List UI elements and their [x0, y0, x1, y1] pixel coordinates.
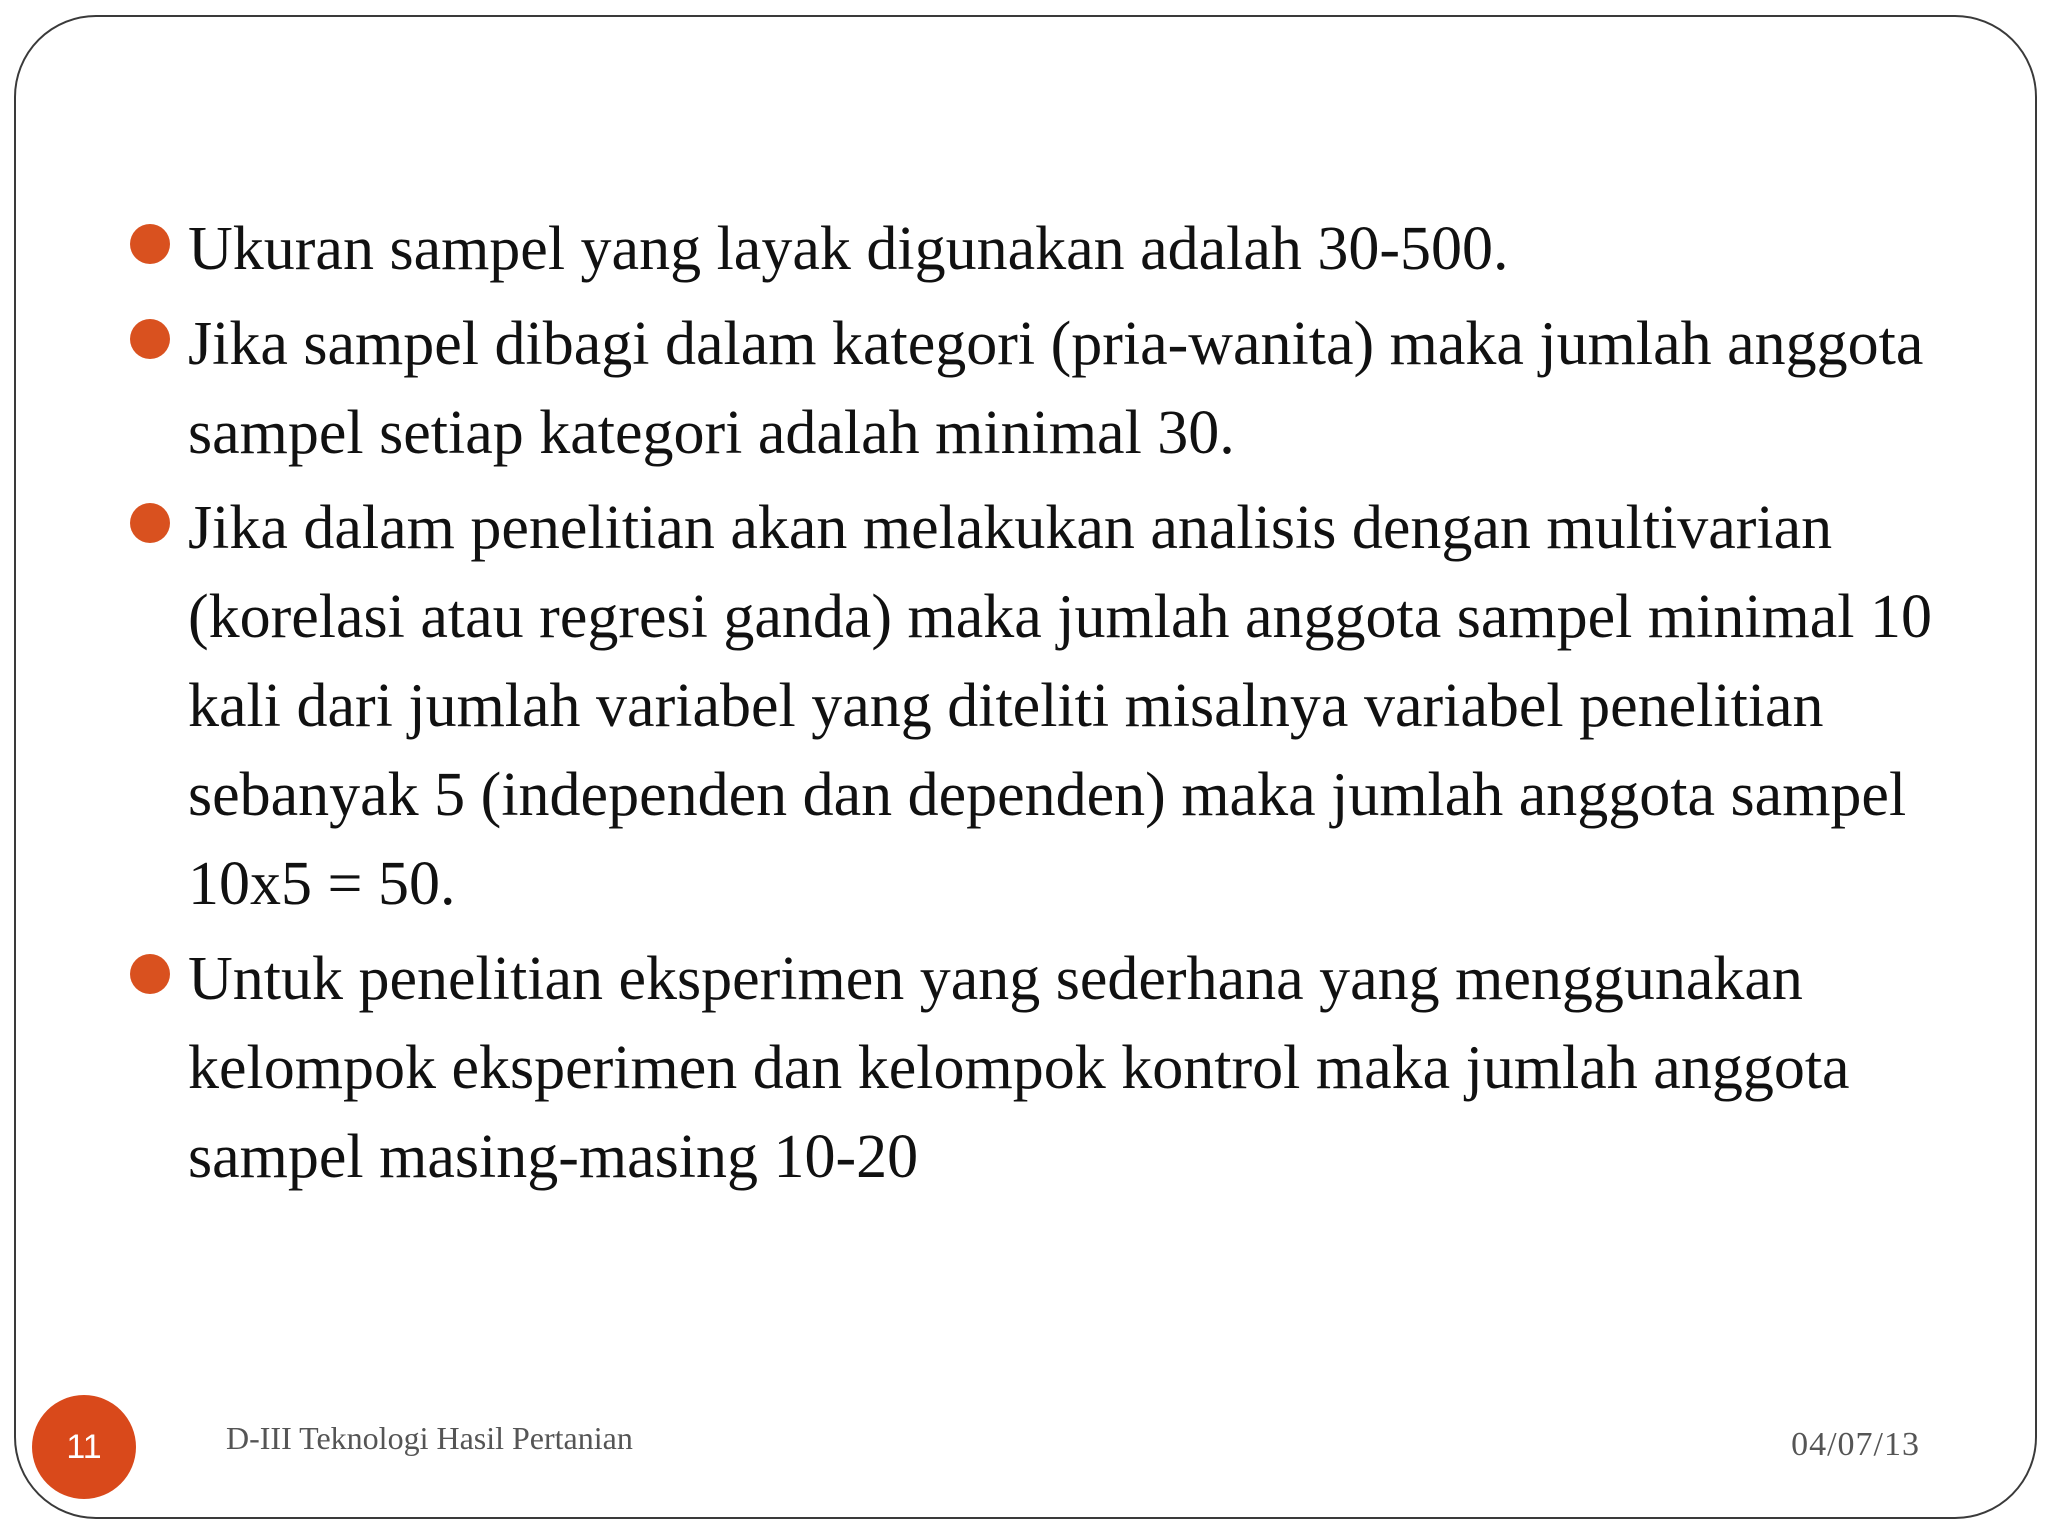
bullet-dot-icon: [130, 954, 170, 994]
bullet-list: [130, 205, 1950, 1208]
bullet-dot-icon: [130, 224, 170, 264]
footer-date: 04/07/13: [1791, 1426, 1920, 1463]
bullet-text: Jika dalam penelitian akan melakukan analisis dengan multivarian (korelasi atau regresi ganda) maka jumlah anggota sampel minimal 10 kali dari jumlah variabel yang diteliti misalnya variabel penelitian sebanyak 5 (independen dan dependen) maka jumlah anggota sampel 10x5 = 50.: [188, 494, 1933, 918]
bullet-text: Untuk penelitian eksperimen yang sederhana yang menggunakan kelompok eksperimen dan kelompok kontrol maka jumlah anggota sampel masing-masing 10-20: [188, 945, 1850, 1191]
bullet-item: [130, 935, 1950, 1202]
bullet-dot-icon: [130, 319, 170, 359]
footer-course-title: D-III Teknologi Hasil Pertanian: [226, 1420, 633, 1456]
bullet-item: [130, 205, 1950, 294]
page-number-badge: 11: [32, 1395, 136, 1499]
bullet-text: Ukuran sampel yang layak digunakan adalah 30-500.: [188, 215, 1509, 283]
bullet-item: [130, 300, 1950, 478]
bullet-item: [130, 484, 1950, 929]
bullet-dot-icon: [130, 503, 170, 543]
bullet-text: Jika sampel dibagi dalam kategori (pria-wanita) maka jumlah anggota sampel setiap kategori adalah minimal 30.: [188, 310, 1924, 467]
